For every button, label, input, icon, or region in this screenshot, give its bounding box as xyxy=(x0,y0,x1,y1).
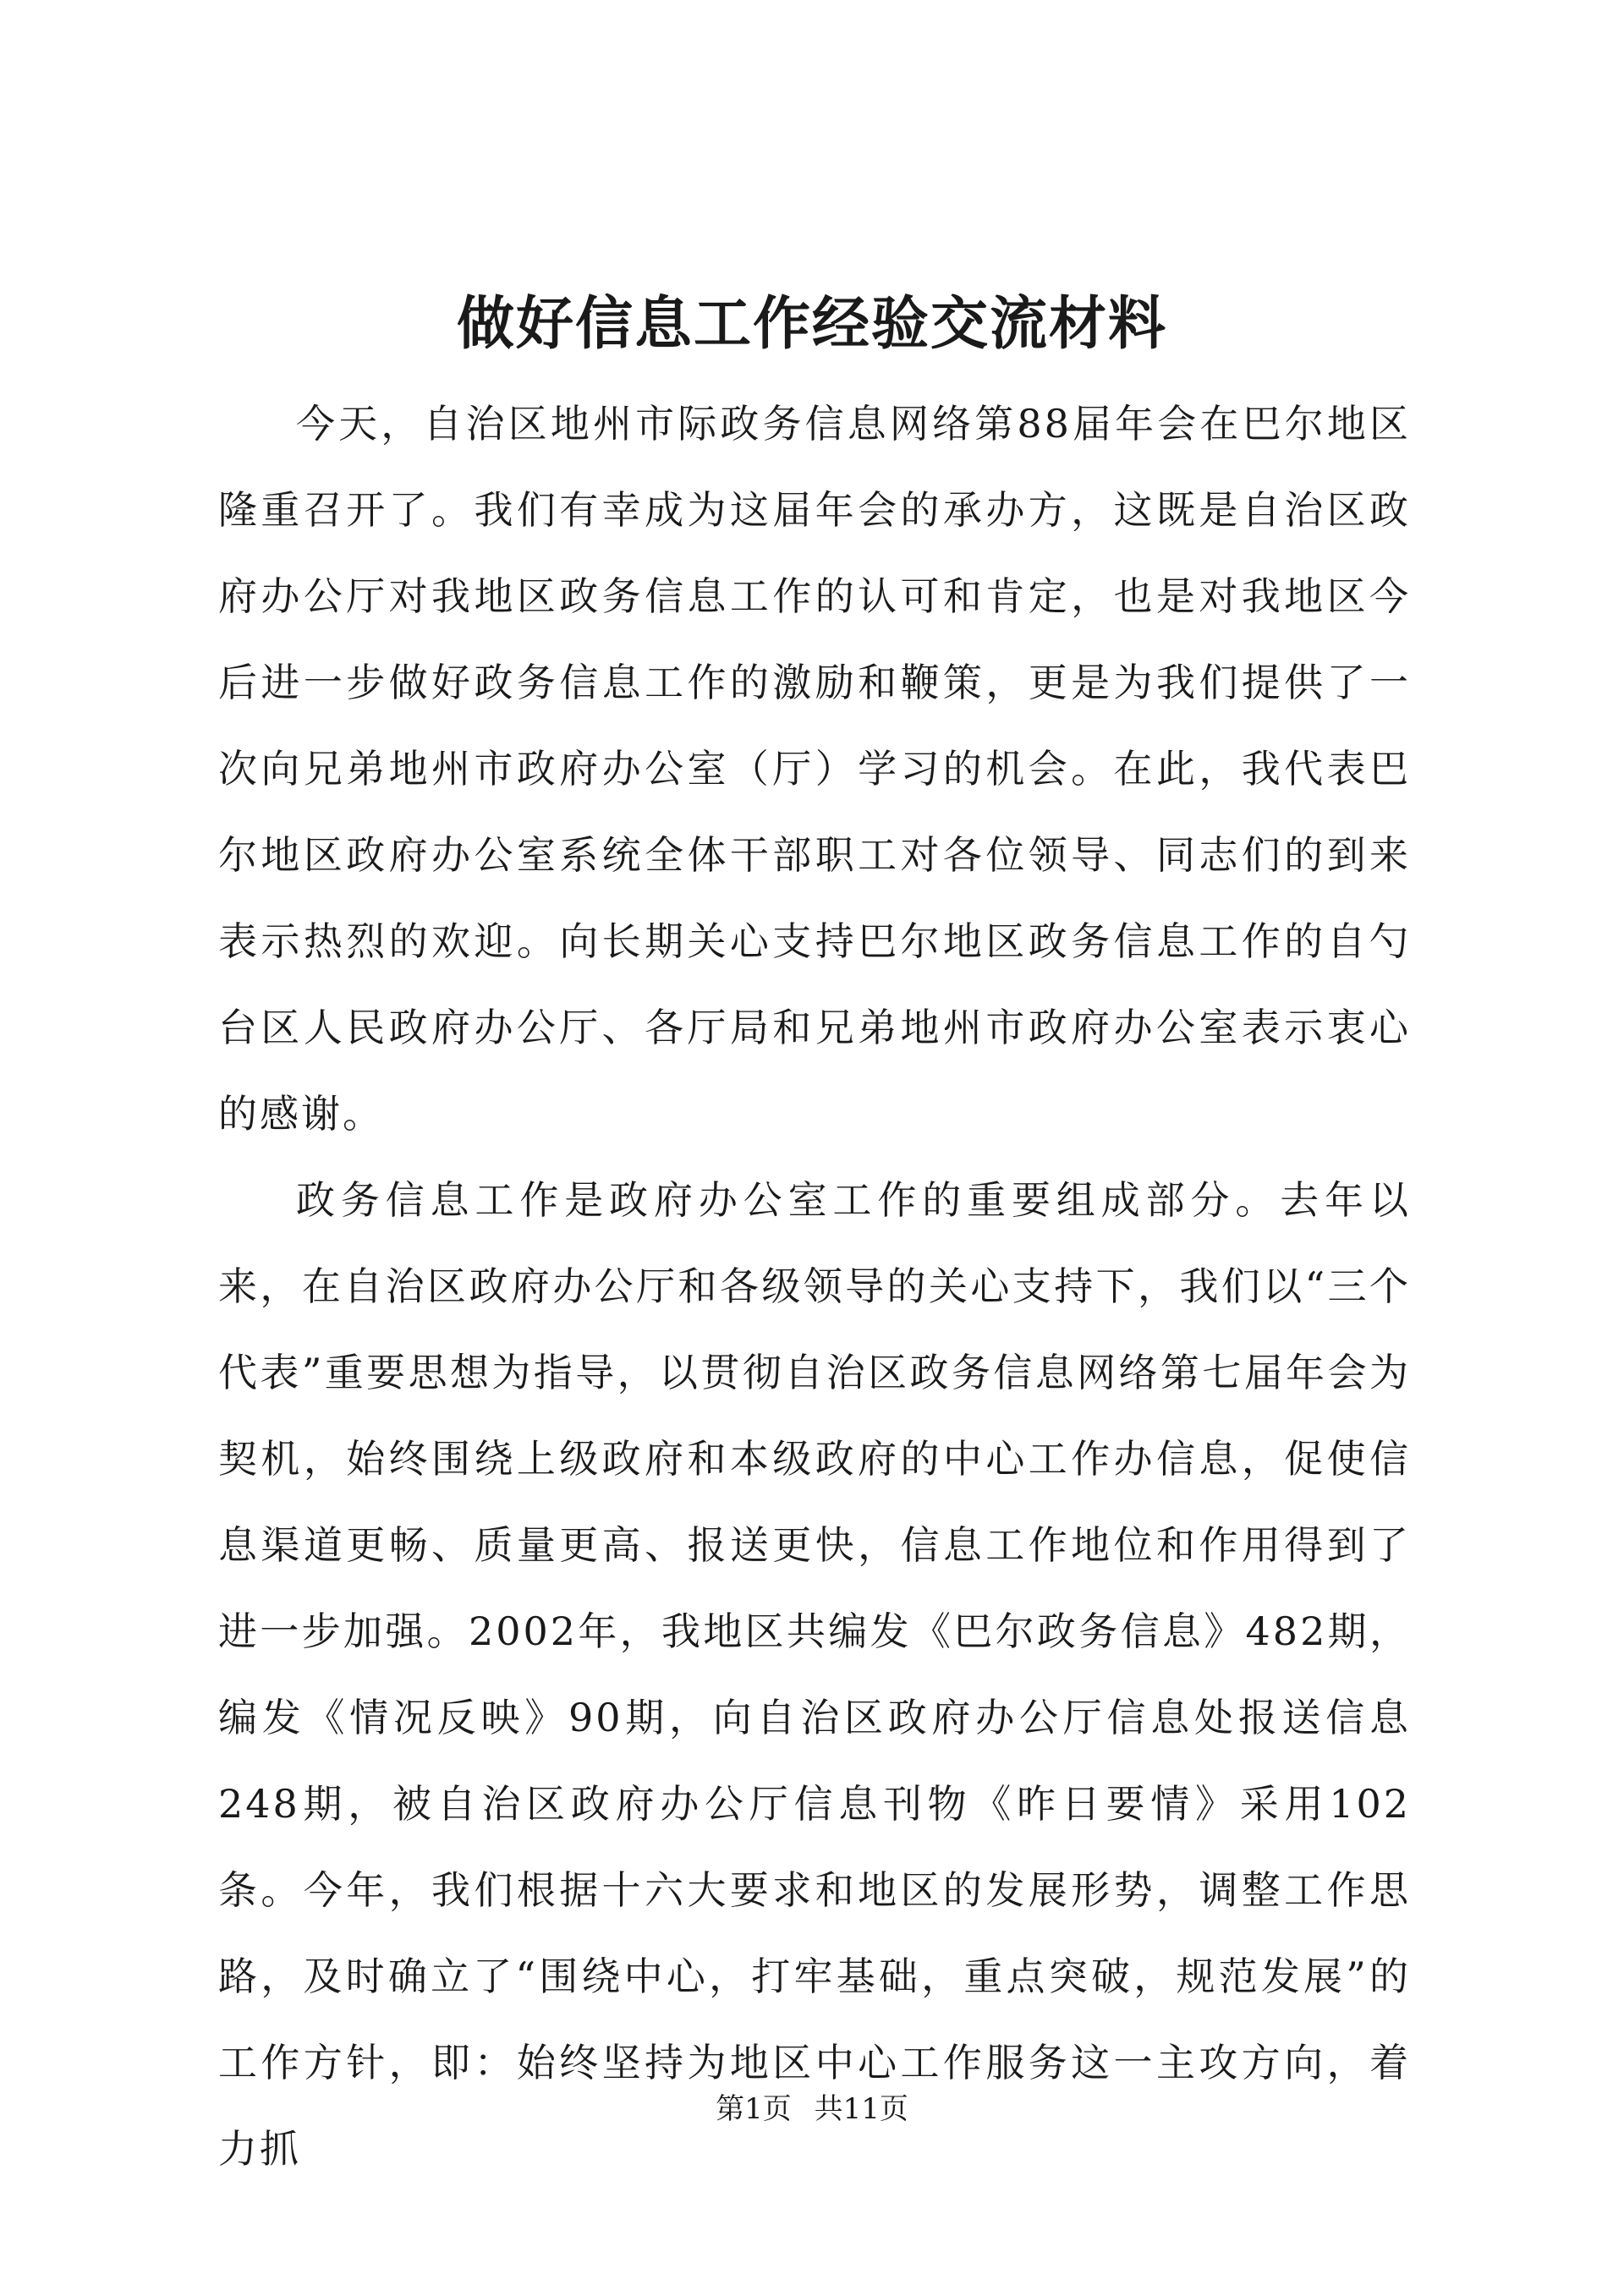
page-total: 共11页 xyxy=(814,2092,908,2126)
paragraph-2: 政务信息工作是政府办公室工作的重要组成部分。去年以来，在自治区政府办公厅和各级领导的关心支持下，我们以“三个代表”重要思想为指导，以贯彻自治区政务信息网络第七届年会为契机，始终围绕上级政府和本级政府的中心工作办信息，促使信息渠道更畅、质量更高、报送更快，信息工作地位和作用得到了进一步加强。2002年，我地区共编发《巴尔政务信息》482期，编发《情况反映》90期，向自治区政府办公厅信息处报送信息248期，被自治区政府办公厅信息刊物《昨日要情》采用102条。今年，我们根据十六大要求和地区的发展形势，调整工作思路，及时确立了“围绕中心，打牢基础，重点突破，规范发展”的工作方针，即：始终坚持为地区中心工作服务这一主攻方向，着力抓 xyxy=(218,1177,1411,2172)
paragraph-1: 今天，自治区地州市际政务信息网络第88届年会在巴尔地区隆重召开了。我们有幸成为这届年会的承办方，这既是自治区政府办公厅对我地区政务信息工作的认可和肯定，也是对我地区今后进一步做好政务信息工作的激励和鞭策，更是为我们提供了一次向兄弟地州市政府办公室（厅）学习的机会。在此，我代表巴尔地区政府办公室系统全体干部职工对各位领导、同志们的到来表示热烈的欢迎。向长期关心支持巴尔地区政务信息工作的自勺台区人民政府办公厅、各厅局和兄弟地州市政府办公室表示衷心的感谢。 xyxy=(218,401,1411,1137)
page-number: 第1页 xyxy=(716,2092,792,2126)
page-footer xyxy=(0,2089,1624,2129)
document-body xyxy=(218,381,1411,2192)
document-title: 做好信息工作经验交流材料 xyxy=(456,290,1167,358)
